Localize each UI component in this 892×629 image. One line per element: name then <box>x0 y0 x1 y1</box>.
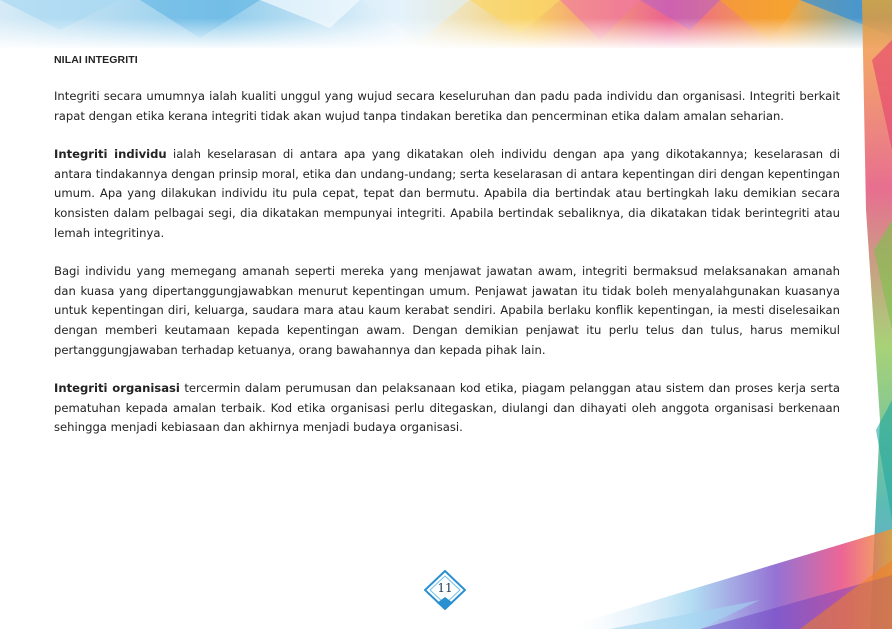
paragraph-lead: Integriti individu <box>54 147 167 162</box>
paragraph-text: tercermin dalam perumusan dan pelaksanaan kod etika, piagam pelanggan atau sistem dan proses kerja serta pematuhan kepada amalan terbaik. Kod etika organisasi perlu ditegaskan, diulangi dan dihayati oleh anggota organisasi berkenaan sehingga menjadi kebiasaan dan akhirnya menjadi budaya organisasi. <box>54 381 840 435</box>
paragraph-text: Bagi individu yang memegang amanah seperti mereka yang menjawat jawatan awam, integriti bermaksud melaksanakan amanah dan kuasa yang dipertanggungjawabkan menurut kepentingan umum. Penjawat jawatan itu tidak boleh menyalahgunakan kuasanya untuk kepentingan diri, keluarga, saudara mara atau kaum kerabat sendiri. Apabila berlaku konflik kepentingan, ia mesti diselesaikan dengan memberi keutamaan kepada kepentingan awam. Dengan demikian penjawat itu perlu telus dan tulus, harus memikul pertanggungjawaban terhadap ketuanya, orang bawahannya dan kepada pihak lain. <box>54 264 840 357</box>
section-heading: NILAI INTEGRITI <box>54 54 138 66</box>
paragraph-integriti-organisasi <box>54 379 840 438</box>
page-number: 11 <box>437 581 453 595</box>
paragraph-text: Integriti secara umumnya ialah kualiti unggul yang wujud secara keseluruhan dan padu pada individu dan organisasi. Integriti berkait rapat dengan etika kerana integriti tidak akan wujud tanpa tindakan beretika dan pencerminan etika dalam amalan seharian. <box>54 89 840 123</box>
paragraph-text: ialah keselarasan di antara apa yang dikatakan oleh individu dengan apa yang dikotakannya; keselarasan di antara tindakannya dengan prinsip moral, etika dan undang-undang; serta keselarasan di antara kepentingan diri dengan kepentingan umum. Apa yang dilakukan individu itu pula cepat, tepat dan bermutu. Apabila dia bertindak atau bertingkah laku demikian secara konsisten dalam pelbagai segi, dia dikatakan mempunyai integriti. Apabila bertindak sebaliknya, dia dikatakan tidak berintegriti atau lemah integritinya. <box>54 147 840 240</box>
paragraph-lead: Integriti organisasi <box>54 381 180 396</box>
document-body <box>54 53 840 457</box>
paragraph-integriti-individu <box>54 145 840 243</box>
page-number-badge <box>424 570 466 610</box>
paragraph-definition <box>54 87 840 126</box>
paragraph-penjawat-awam <box>54 262 840 360</box>
